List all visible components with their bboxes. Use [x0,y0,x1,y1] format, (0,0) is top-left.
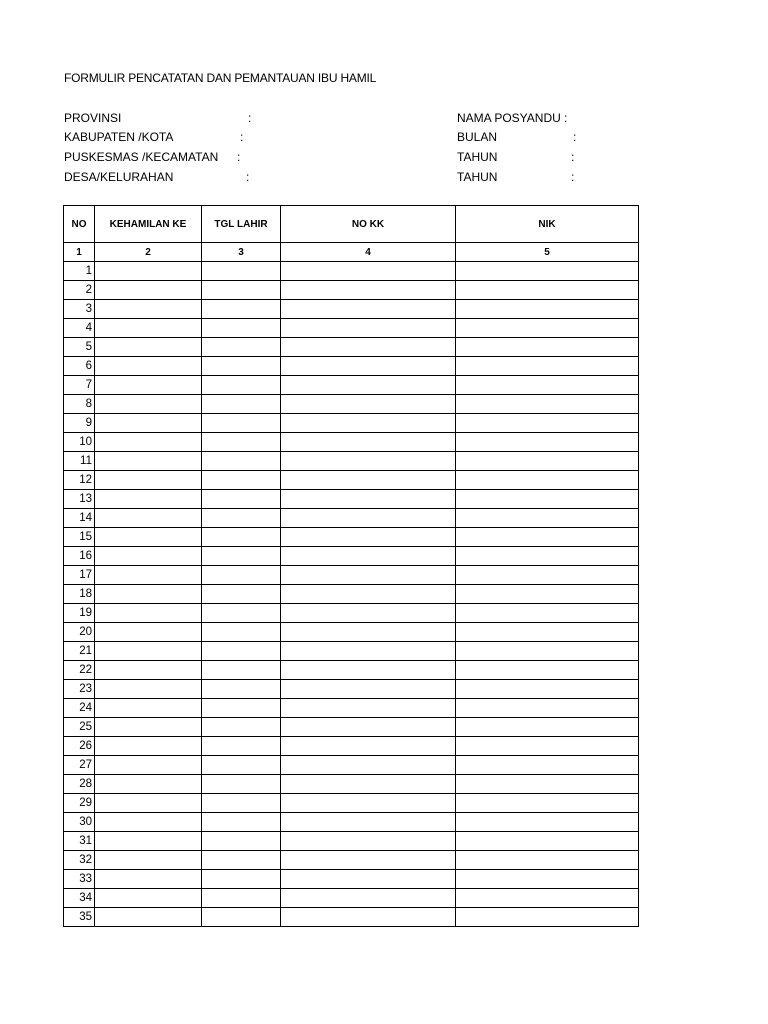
no-kk-cell[interactable] [281,490,456,509]
kehamilan-ke-cell[interactable] [95,452,202,471]
nik-cell[interactable] [456,889,639,908]
nik-cell[interactable] [456,528,639,547]
tgl-lahir-cell[interactable] [202,908,281,927]
table-row [64,281,639,300]
kehamilan-ke-cell[interactable] [95,718,202,737]
field-tahun-2 [457,168,597,186]
tgl-lahir-cell[interactable] [202,509,281,528]
tgl-lahir-cell[interactable] [202,699,281,718]
kehamilan-ke-cell[interactable] [95,300,202,319]
row-number: 16 [64,547,95,566]
no-kk-cell[interactable] [281,680,456,699]
kehamilan-ke-cell[interactable] [95,471,202,490]
tgl-lahir-cell[interactable] [202,452,281,471]
no-kk-cell[interactable] [281,870,456,889]
no-kk-cell[interactable] [281,262,456,281]
field-nama-posyandu [457,109,597,127]
kehamilan-ke-cell[interactable] [95,813,202,832]
nik-cell[interactable] [456,300,639,319]
row-number: 21 [64,642,95,661]
kehamilan-ke-cell[interactable] [95,319,202,338]
row-number: 12 [64,471,95,490]
column-number: 2 [95,243,202,262]
field-colon: : [571,170,575,184]
kehamilan-ke-cell[interactable] [95,870,202,889]
no-kk-cell[interactable] [281,699,456,718]
field-label: KABUPATEN /KOTA [64,130,174,144]
row-number: 4 [64,319,95,338]
nik-cell[interactable] [456,756,639,775]
no-kk-cell[interactable] [281,851,456,870]
table-row [64,908,639,927]
tgl-lahir-cell[interactable] [202,585,281,604]
nik-cell[interactable] [456,870,639,889]
nik-cell[interactable] [456,376,639,395]
tgl-lahir-cell[interactable] [202,395,281,414]
row-number: 20 [64,623,95,642]
table-row [64,528,639,547]
kehamilan-ke-cell[interactable] [95,756,202,775]
table-row [64,376,639,395]
kehamilan-ke-cell[interactable] [95,357,202,376]
tgl-lahir-cell[interactable] [202,471,281,490]
table-row [64,471,639,490]
nik-cell[interactable] [456,737,639,756]
nik-cell[interactable] [456,452,639,471]
table-row [64,357,639,376]
tgl-lahir-cell[interactable] [202,794,281,813]
field-colon: : [571,150,575,164]
nik-cell[interactable] [456,471,639,490]
table-row [64,832,639,851]
field-label: BULAN [457,130,498,144]
no-kk-cell[interactable] [281,737,456,756]
tgl-lahir-cell[interactable] [202,813,281,832]
nik-cell[interactable] [456,680,639,699]
no-kk-cell[interactable] [281,832,456,851]
table-row [64,604,639,623]
row-number: 8 [64,395,95,414]
tgl-lahir-cell[interactable] [202,851,281,870]
kehamilan-ke-cell[interactable] [95,794,202,813]
table-row [64,547,639,566]
tgl-lahir-cell[interactable] [202,528,281,547]
field-colon: : [248,111,252,125]
table-row [64,642,639,661]
nik-cell[interactable] [456,319,639,338]
header-no: NO [64,206,95,243]
field-colon: : [564,111,568,125]
table-row [64,585,639,604]
column-number: 5 [456,243,639,262]
no-kk-cell[interactable] [281,433,456,452]
no-kk-cell[interactable] [281,908,456,927]
field-desa-kelurahan [64,168,264,186]
table-row [64,699,639,718]
field-colon: : [246,170,250,184]
kehamilan-ke-cell[interactable] [95,889,202,908]
field-bulan [457,128,597,146]
row-number: 13 [64,490,95,509]
tgl-lahir-cell[interactable] [202,718,281,737]
row-number: 30 [64,813,95,832]
row-number: 29 [64,794,95,813]
table-row [64,414,639,433]
kehamilan-ke-cell[interactable] [95,585,202,604]
row-number: 1 [64,262,95,281]
tgl-lahir-cell[interactable] [202,547,281,566]
nik-cell[interactable] [456,623,639,642]
no-kk-cell[interactable] [281,566,456,585]
table-row [64,433,639,452]
field-provinsi [64,109,264,127]
kehamilan-ke-cell[interactable] [95,775,202,794]
row-number: 9 [64,414,95,433]
table-row [64,338,639,357]
no-kk-cell[interactable] [281,509,456,528]
kehamilan-ke-cell[interactable] [95,908,202,927]
no-kk-cell[interactable] [281,794,456,813]
table-row [64,870,639,889]
tgl-lahir-cell[interactable] [202,262,281,281]
no-kk-cell[interactable] [281,604,456,623]
row-number: 14 [64,509,95,528]
no-kk-cell[interactable] [281,642,456,661]
tgl-lahir-cell[interactable] [202,661,281,680]
tgl-lahir-cell[interactable] [202,756,281,775]
nik-cell[interactable] [456,794,639,813]
header-nik: NIK [456,206,639,243]
tgl-lahir-cell[interactable] [202,889,281,908]
no-kk-cell[interactable] [281,775,456,794]
kehamilan-ke-cell[interactable] [95,623,202,642]
nik-cell[interactable] [456,281,639,300]
table-row [64,680,639,699]
table-row [64,452,639,471]
tgl-lahir-cell[interactable] [202,870,281,889]
field-puskesmas-kecamatan [64,148,264,166]
nik-cell[interactable] [456,585,639,604]
nik-cell[interactable] [456,509,639,528]
row-number: 6 [64,357,95,376]
no-kk-cell[interactable] [281,718,456,737]
no-kk-cell[interactable] [281,281,456,300]
no-kk-cell[interactable] [281,452,456,471]
column-number: 3 [202,243,281,262]
no-kk-cell[interactable] [281,414,456,433]
kehamilan-ke-cell[interactable] [95,661,202,680]
no-kk-cell[interactable] [281,471,456,490]
field-kabupaten-kota [64,128,264,146]
table-row [64,889,639,908]
field-colon: : [240,130,244,144]
tgl-lahir-cell[interactable] [202,490,281,509]
table-row [64,718,639,737]
kehamilan-ke-cell[interactable] [95,281,202,300]
table-row [64,794,639,813]
column-number: 4 [281,243,456,262]
nik-cell[interactable] [456,718,639,737]
field-label: TAHUN [457,150,498,164]
row-number: 10 [64,433,95,452]
kehamilan-ke-cell[interactable] [95,547,202,566]
row-number: 22 [64,661,95,680]
nik-cell[interactable] [456,813,639,832]
row-number: 25 [64,718,95,737]
table-row [64,623,639,642]
row-number: 28 [64,775,95,794]
tgl-lahir-cell[interactable] [202,433,281,452]
table-row [64,262,639,281]
tgl-lahir-cell[interactable] [202,338,281,357]
table-row [64,490,639,509]
row-number: 11 [64,452,95,471]
tgl-lahir-cell[interactable] [202,737,281,756]
kehamilan-ke-cell[interactable] [95,699,202,718]
header-kehamilan-ke: KEHAMILAN KE [95,206,202,243]
no-kk-cell[interactable] [281,319,456,338]
kehamilan-ke-cell[interactable] [95,642,202,661]
nik-cell[interactable] [456,699,639,718]
nik-cell[interactable] [456,338,639,357]
row-number: 23 [64,680,95,699]
form-title: FORMULIR PENCATATAN DAN PEMANTAUAN IBU HAMIL [64,71,377,85]
no-kk-cell[interactable] [281,528,456,547]
tgl-lahir-cell[interactable] [202,357,281,376]
field-label: NAMA POSYANDU [457,111,561,125]
nik-cell[interactable] [456,414,639,433]
table-row [64,509,639,528]
tgl-lahir-cell[interactable] [202,775,281,794]
column-number: 1 [64,243,95,262]
tgl-lahir-cell[interactable] [202,832,281,851]
field-label: PROVINSI [64,111,122,125]
no-kk-cell[interactable] [281,338,456,357]
no-kk-cell[interactable] [281,889,456,908]
table-row [64,566,639,585]
table-row [64,737,639,756]
no-kk-cell[interactable] [281,376,456,395]
row-number: 7 [64,376,95,395]
table-row [64,300,639,319]
tgl-lahir-cell[interactable] [202,642,281,661]
nik-cell[interactable] [456,566,639,585]
no-kk-cell[interactable] [281,661,456,680]
nik-cell[interactable] [456,357,639,376]
kehamilan-ke-cell[interactable] [95,566,202,585]
row-number: 19 [64,604,95,623]
nik-cell[interactable] [456,908,639,927]
registration-table [63,205,639,927]
no-kk-cell[interactable] [281,547,456,566]
kehamilan-ke-cell[interactable] [95,490,202,509]
row-number: 18 [64,585,95,604]
tgl-lahir-cell[interactable] [202,300,281,319]
kehamilan-ke-cell[interactable] [95,509,202,528]
tgl-lahir-cell[interactable] [202,414,281,433]
field-label: TAHUN [457,170,498,184]
nik-cell[interactable] [456,775,639,794]
row-number: 34 [64,889,95,908]
row-number: 32 [64,851,95,870]
kehamilan-ke-cell[interactable] [95,433,202,452]
tgl-lahir-cell[interactable] [202,604,281,623]
field-tahun [457,148,597,166]
kehamilan-ke-cell[interactable] [95,338,202,357]
nik-cell[interactable] [456,832,639,851]
kehamilan-ke-cell[interactable] [95,376,202,395]
table-row [64,319,639,338]
kehamilan-ke-cell[interactable] [95,414,202,433]
tgl-lahir-cell[interactable] [202,566,281,585]
field-colon: : [573,130,577,144]
row-number: 24 [64,699,95,718]
nik-cell[interactable] [456,661,639,680]
tgl-lahir-cell[interactable] [202,623,281,642]
no-kk-cell[interactable] [281,357,456,376]
nik-cell[interactable] [456,604,639,623]
header-no-kk: NO KK [281,206,456,243]
tgl-lahir-cell[interactable] [202,281,281,300]
table-row [64,661,639,680]
row-number: 31 [64,832,95,851]
nik-cell[interactable] [456,433,639,452]
field-colon: : [237,150,241,164]
row-number: 33 [64,870,95,889]
no-kk-cell[interactable] [281,756,456,775]
kehamilan-ke-cell[interactable] [95,737,202,756]
no-kk-cell[interactable] [281,395,456,414]
row-number: 26 [64,737,95,756]
row-number: 15 [64,528,95,547]
table-row [64,395,639,414]
tgl-lahir-cell[interactable] [202,319,281,338]
kehamilan-ke-cell[interactable] [95,604,202,623]
nik-cell[interactable] [456,642,639,661]
row-number: 35 [64,908,95,927]
tgl-lahir-cell[interactable] [202,680,281,699]
header-tgl-lahir: TGL LAHIR [202,206,281,243]
nik-cell[interactable] [456,395,639,414]
kehamilan-ke-cell[interactable] [95,395,202,414]
field-label: PUSKESMAS /KECAMATAN [64,150,219,164]
nik-cell[interactable] [456,490,639,509]
table-row [64,756,639,775]
kehamilan-ke-cell[interactable] [95,832,202,851]
row-number: 17 [64,566,95,585]
kehamilan-ke-cell[interactable] [95,851,202,870]
no-kk-cell[interactable] [281,300,456,319]
column-number-row [64,243,639,262]
row-number: 3 [64,300,95,319]
nik-cell[interactable] [456,851,639,870]
kehamilan-ke-cell[interactable] [95,528,202,547]
row-number: 27 [64,756,95,775]
row-number: 5 [64,338,95,357]
no-kk-cell[interactable] [281,623,456,642]
table-header-row [64,206,639,243]
table-row [64,813,639,832]
field-label: DESA/KELURAHAN [64,170,174,184]
kehamilan-ke-cell[interactable] [95,680,202,699]
table-row [64,775,639,794]
tgl-lahir-cell[interactable] [202,376,281,395]
row-number: 2 [64,281,95,300]
table-row [64,851,639,870]
no-kk-cell[interactable] [281,585,456,604]
kehamilan-ke-cell[interactable] [95,262,202,281]
nik-cell[interactable] [456,547,639,566]
no-kk-cell[interactable] [281,813,456,832]
nik-cell[interactable] [456,262,639,281]
